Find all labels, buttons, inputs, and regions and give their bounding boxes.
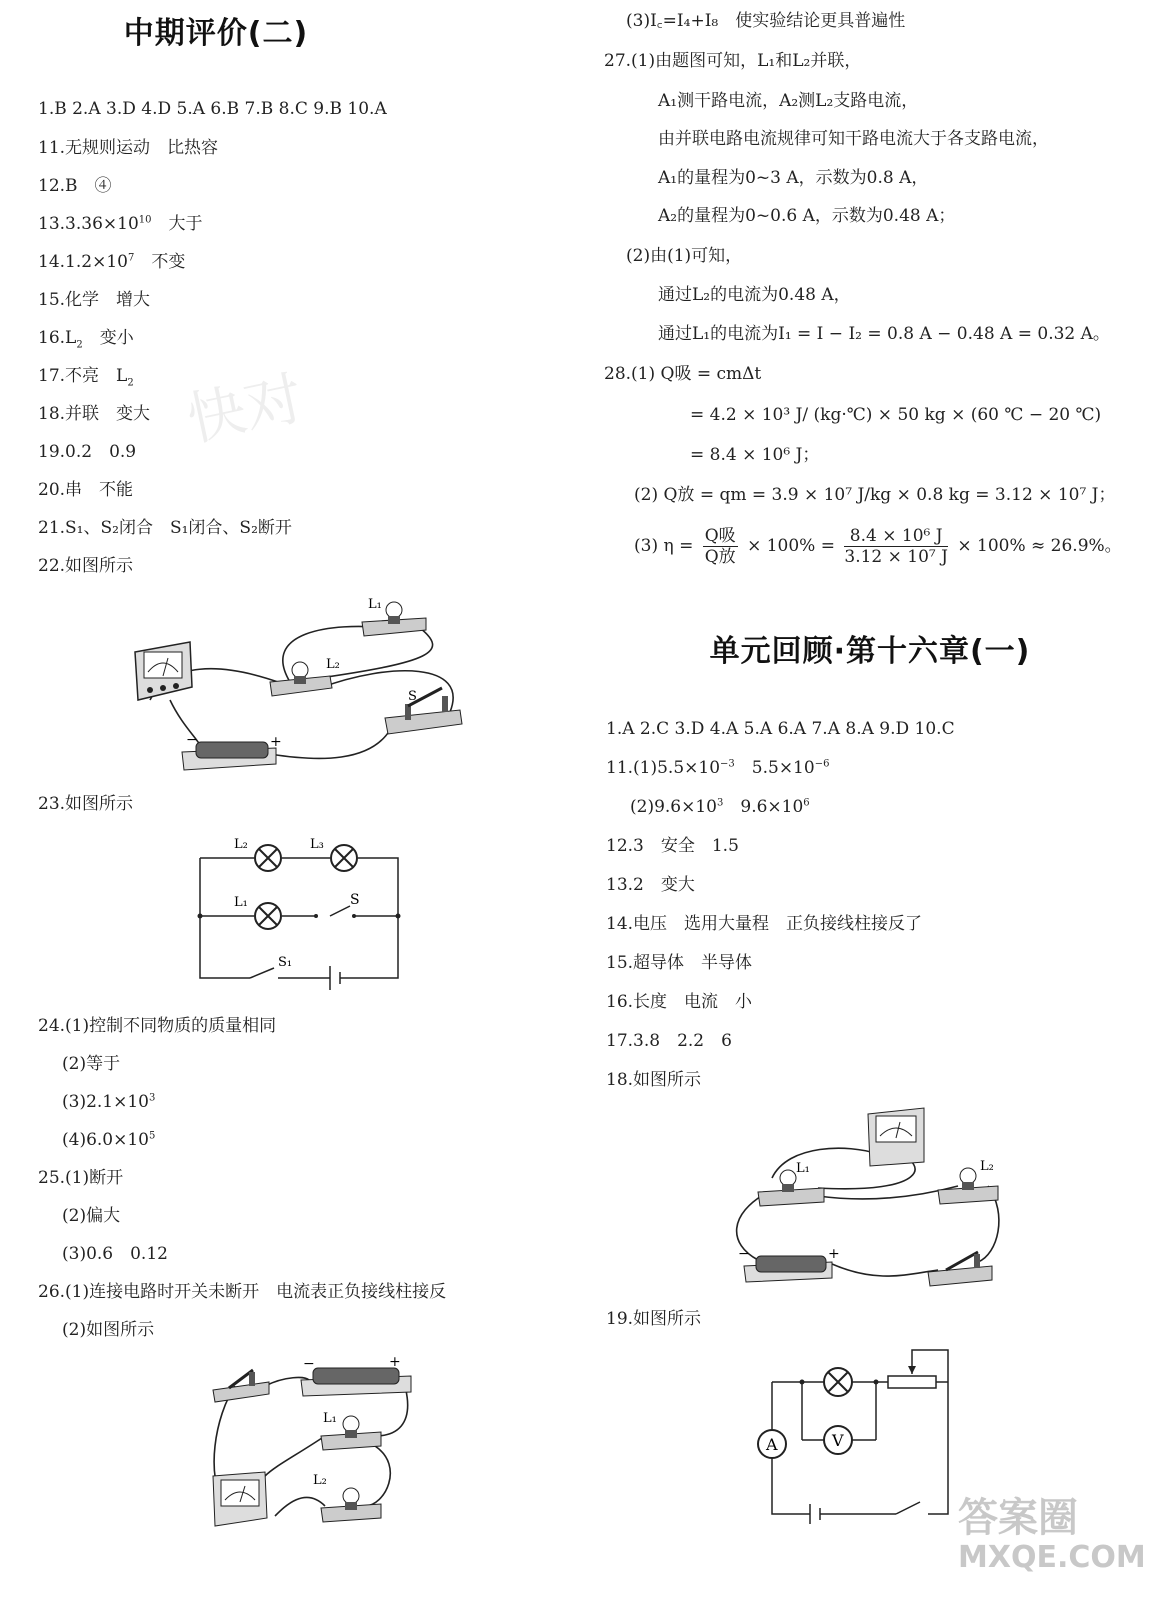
svg-text:V: V [832, 1431, 844, 1450]
battery-plus: + [270, 734, 282, 750]
answer-line-28-3: = 8.4 × 10⁶ J； [690, 445, 820, 465]
answer-line-27-5: A₂的量程为0~0.6 A，示数为0.48 A； [658, 206, 956, 226]
figure-22-circuit [130, 592, 470, 782]
bulb-l2-icon [321, 1488, 381, 1522]
answer-line-26-3: (3)I꜀=I₄+I₈ 使实验结论更具普遍性 [626, 11, 906, 31]
answer-line-18: 18.并联 变大 [38, 404, 151, 424]
figure-18-circuit [728, 1104, 1008, 1294]
lamp-l3-icon [331, 845, 357, 871]
answer-line-27-2: A₁测干路电流，A₂测L₂支路电流， [658, 91, 919, 111]
label-s1: S₁ [278, 955, 293, 970]
watermark-faint: 快对 [181, 363, 309, 455]
answer-line-s16: 16.长度 电流 小 [606, 992, 753, 1012]
watermark-logo: 答案圈 [958, 1495, 1078, 1541]
switch-icon [928, 1252, 992, 1286]
answer-line-25-3: (3)0.6 0.12 [62, 1244, 168, 1264]
voltmeter-symbol-icon [824, 1426, 852, 1454]
label-s: S [408, 689, 417, 704]
answer-line-17: 17.不亮 $L_2$ [38, 366, 134, 389]
answer-line-28-5: (3) η = $\frac{\text{Q吸}}{\text{Q放}}$ × 100% = $\frac{\text{8.4 × 10⁶ J}}{\text{3.12 × 10⁷ J}}$ × 100% ≈ 26.9%。 [634, 526, 1122, 567]
answer-line-13: $13.3.36\times 10^{10}$ 大于 [38, 214, 203, 234]
battery-minus: − [303, 1356, 315, 1372]
ammeter-icon [213, 1472, 267, 1526]
lamp-l2-icon [255, 845, 281, 871]
answer-line-15: 15.化学 增大 [38, 290, 151, 310]
answer-line-s15: 15.超导体 半导体 [606, 953, 753, 973]
label-l2: L₂ [234, 837, 248, 852]
ammeter-icon [135, 642, 192, 700]
answer-line-s14: 14.电压 选用大量程 正负接线柱接反了 [606, 914, 923, 934]
answer-line-24-4: $(4)6.0\times 10^5$ [62, 1130, 156, 1150]
answer-line-28-1: 28.(1) Q吸 = cmΔt [604, 364, 762, 384]
answer-line-19: 19.0.2 0.9 [38, 442, 137, 462]
battery-minus: − [738, 1246, 750, 1262]
battery-minus: − [186, 732, 198, 748]
answer-line-14: $14.1.2\times 10^7$ 不变 [38, 252, 186, 272]
label-l1: L₁ [234, 895, 248, 910]
answer-line-s18: 18.如图所示 [606, 1070, 702, 1090]
answer-line-27-3: 由并联电路电流规律可知干路电流大于各支路电流， [658, 129, 1049, 149]
answer-line-12: 12.B ④ [38, 176, 112, 196]
answer-line-27-4: A₁的量程为0~3 A，示数为0.8 A， [658, 168, 929, 188]
label-l2: L₂ [980, 1159, 994, 1174]
answer-line-mc: 1.B 2.A 3.D 4.D 5.A 6.B 7.B 8.C 9.B 10.A [38, 99, 387, 119]
figure-23-schematic [190, 830, 410, 990]
answer-line-s11-2: $(2)9.6\times 10^3$ $9.6\times 10^6$ [630, 797, 810, 817]
battery-icon [301, 1368, 411, 1396]
answer-line-11: 11.无规则运动 比热容 [38, 138, 219, 158]
bulb-l1-icon [758, 1170, 824, 1206]
label-l1: L₁ [323, 1411, 337, 1426]
label-l1: L₁ [368, 597, 382, 612]
answer-line-24-3: $(3)2.1\times 10^3$ [62, 1092, 156, 1112]
switch-icon [213, 1370, 269, 1402]
label-l2: L₂ [326, 657, 340, 672]
answer-line-s19: 19.如图所示 [606, 1309, 702, 1329]
bulb-l2-icon [270, 662, 332, 696]
answer-line-20: 20.串 不能 [38, 480, 134, 500]
answer-line-s13: 13.2 变大 [606, 875, 695, 895]
answer-line-16: $16.L_2$ 变小 [38, 328, 134, 351]
figure-26-circuit [205, 1356, 425, 1538]
switch-icon [385, 688, 462, 734]
battery-plus: + [828, 1246, 840, 1262]
answer-line-s12: 12.3 安全 1.5 [606, 836, 739, 856]
answer-line-27-6: (2)由(1)可知， [626, 246, 743, 266]
right-title: 单元回顾·第十六章(一) [709, 634, 1031, 669]
answer-line-25-2: (2)偏大 [62, 1206, 121, 1226]
answer-line-28-4: (2) Q放 = qm = 3.9 × 10⁷ J/kg × 0.8 kg = 3.12 × 10⁷ J； [634, 485, 1116, 505]
answer-line-23: 23.如图所示 [38, 794, 134, 814]
answer-line-26-2: (2)如图所示 [62, 1320, 155, 1340]
ammeter-symbol-icon [758, 1430, 786, 1458]
answer-line-26-1: 26.(1)连接电路时开关未断开 电流表正负接线柱接反 [38, 1282, 447, 1302]
label-s: S [350, 892, 360, 908]
answer-line-28-2: = 4.2 × 10³ J/ (kg·℃) × 50 kg × (60 ℃ − 20 ℃) [690, 405, 1102, 425]
answer-line-22: 22.如图所示 [38, 556, 134, 576]
answer-line-21: 21.S₁、S₂闭合 S₁闭合、S₂断开 [38, 518, 292, 538]
answer-line-27-8: 通过L₁的电流为I₁ = I − I₂ = 0.8 A − 0.48 A = 0.32 A。 [658, 324, 1110, 344]
rheostat-icon [888, 1376, 936, 1388]
answer-line-24-1: 24.(1)控制不同物质的质量相同 [38, 1016, 277, 1036]
battery-plus: + [389, 1356, 401, 1370]
lamp-icon [824, 1368, 852, 1396]
answer-line-24-2: (2)等于 [62, 1054, 121, 1074]
answer-line-s11-1: $11.(1)5.5\times 10^{-3}$ $5.5\times 10^{-6}$ [606, 758, 830, 778]
watermark-url: MXQE.COM [958, 1540, 1146, 1575]
label-l1: L₁ [796, 1161, 810, 1176]
left-title: 中期评价(二) [123, 16, 309, 51]
lamp-l1-icon [255, 903, 281, 929]
answer-line-mc2: 1.A 2.C 3.D 4.A 5.A 6.A 7.A 8.A 9.D 10.C [606, 719, 955, 739]
svg-text:A: A [766, 1435, 778, 1454]
answer-line-27-7: 通过L₂的电流为0.48 A， [658, 285, 851, 305]
answer-line-27-1: 27.(1)由题图可知，L₁和L₂并联， [604, 51, 862, 71]
battery-icon [744, 1256, 832, 1282]
figure-19-schematic [748, 1344, 988, 1530]
label-l2: L₂ [313, 1473, 327, 1488]
voltmeter-icon [868, 1108, 924, 1166]
answer-line-25-1: 25.(1)断开 [38, 1168, 124, 1188]
label-l3: L₃ [310, 837, 324, 852]
answer-line-s17: 17.3.8 2.2 6 [606, 1031, 732, 1051]
